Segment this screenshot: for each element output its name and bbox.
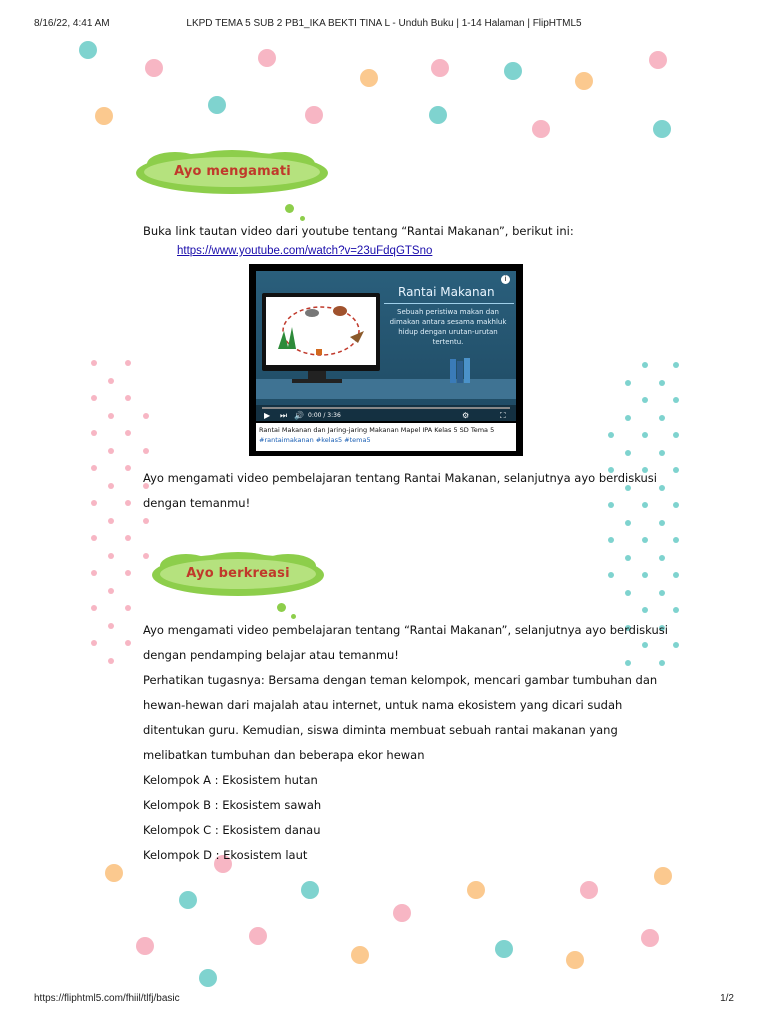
polka-dot xyxy=(105,864,123,882)
polka-dot xyxy=(673,642,679,648)
section-heading: Ayo mengamati xyxy=(174,164,291,179)
polka-dot xyxy=(625,450,631,456)
polka-dot xyxy=(673,467,679,473)
polka-dot xyxy=(136,937,154,955)
polka-dot xyxy=(659,415,665,421)
books-icon xyxy=(448,357,474,383)
polka-dot xyxy=(145,59,163,77)
polka-dot xyxy=(467,881,485,899)
polka-dot xyxy=(143,413,149,419)
polka-dot xyxy=(608,537,614,543)
polka-dot xyxy=(431,59,449,77)
info-icon[interactable]: i xyxy=(501,275,510,284)
polka-dot xyxy=(351,946,369,964)
polka-dot xyxy=(608,572,614,578)
polka-dot xyxy=(673,502,679,508)
polka-dot xyxy=(305,106,323,124)
video-caption-title[interactable]: Rantai Makanan dan Jaring-jaring Makanan Mapel IPA Kelas 5 SD Tema 5 xyxy=(259,426,495,434)
paragraph-line: dengan temanmu! xyxy=(143,496,251,510)
paragraph-line: hewan-hewan dari majalah atau internet, untuk nama ekosistem yang dicari sudah xyxy=(143,698,623,712)
polka-dot xyxy=(504,62,522,80)
polka-dot xyxy=(625,485,631,491)
polka-dot xyxy=(143,518,149,524)
polka-dot xyxy=(91,465,97,471)
polka-dot xyxy=(108,518,114,524)
polka-dot xyxy=(91,500,97,506)
polka-dot xyxy=(673,607,679,613)
paragraph-line: Ayo mengamati video pembelajaran tentang “Rantai Makanan”, selanjutnya ayo berdiskusi xyxy=(143,623,668,637)
video-screen[interactable] xyxy=(256,271,516,421)
polka-dot xyxy=(108,588,114,594)
polka-dot xyxy=(429,106,447,124)
polka-dot xyxy=(143,448,149,454)
heading-cloud-ayo-mengamati xyxy=(135,150,330,200)
intro-text: Buka link tautan video dari youtube tentang “Rantai Makanan”, berikut ini: xyxy=(143,224,574,238)
polka-dot xyxy=(608,502,614,508)
paragraph-line: dengan pendamping belajar atau temanmu! xyxy=(143,648,399,662)
polka-dot xyxy=(125,500,131,506)
polka-dot xyxy=(642,607,648,613)
section-heading: Ayo berkreasi xyxy=(186,566,290,581)
paragraph-line: Ayo mengamati video pembelajaran tentang Rantai Makanan, selanjutnya ayo berdiskusi xyxy=(143,471,657,485)
polka-dot xyxy=(642,362,648,368)
polka-dot xyxy=(642,432,648,438)
play-icon[interactable]: ▶ xyxy=(264,411,271,420)
video-time: 0:00 / 3:36 xyxy=(308,412,341,419)
polka-dot xyxy=(625,415,631,421)
print-url[interactable]: https://fliphtml5.com/fhiil/tlfj/basic xyxy=(34,993,180,1004)
polka-dot xyxy=(649,51,667,69)
polka-dot xyxy=(642,502,648,508)
print-datetime: 8/16/22, 4:41 AM xyxy=(34,18,110,29)
polka-dot xyxy=(608,432,614,438)
paragraph-line: ditentukan guru. Kemudian, siswa diminta membuat sebuah rantai makanan yang xyxy=(143,723,618,737)
polka-dot xyxy=(301,881,319,899)
polka-dot xyxy=(659,520,665,526)
polka-dot xyxy=(625,520,631,526)
polka-dot xyxy=(208,96,226,114)
paragraph-line: Perhatikan tugasnya: Bersama dengan teman kelompok, mencari gambar tumbuhan dan xyxy=(143,673,658,687)
polka-dot xyxy=(108,553,114,559)
video-screen-title: Rantai Makanan xyxy=(398,285,495,299)
polka-dot xyxy=(258,49,276,67)
polka-dot xyxy=(79,41,97,59)
polka-dot xyxy=(249,927,267,945)
group-item: Kelompok C : Ekosistem danau xyxy=(143,823,321,837)
polka-dot xyxy=(625,380,631,386)
polka-dot xyxy=(91,360,97,366)
polka-dot xyxy=(108,413,114,419)
polka-dot xyxy=(659,450,665,456)
group-item: Kelompok A : Ekosistem hutan xyxy=(143,773,318,787)
polka-dot xyxy=(659,380,665,386)
polka-dot xyxy=(91,640,97,646)
polka-dot xyxy=(125,535,131,541)
cloud-bubble xyxy=(285,204,294,213)
video-caption xyxy=(256,423,516,451)
polka-dot xyxy=(91,430,97,436)
polka-dot xyxy=(125,640,131,646)
polka-dot xyxy=(393,904,411,922)
polka-dot xyxy=(91,395,97,401)
polka-dot xyxy=(659,485,665,491)
paragraph-line: melibatkan tumbuhan dan beberapa ekor hewan xyxy=(143,748,425,762)
polka-dot xyxy=(673,537,679,543)
food-chain-diagram-icon xyxy=(266,297,376,365)
polka-dot xyxy=(654,867,672,885)
polka-dot xyxy=(642,572,648,578)
polka-dot xyxy=(495,940,513,958)
polka-dot xyxy=(673,432,679,438)
video-caption-tags[interactable]: #rantaimakanan #kelas5 #tema5 xyxy=(259,436,371,444)
polka-dot xyxy=(641,929,659,947)
polka-dot xyxy=(125,570,131,576)
polka-dot xyxy=(125,465,131,471)
polka-dot xyxy=(125,360,131,366)
print-page-number: 1/2 xyxy=(720,993,734,1004)
next-icon[interactable]: ⏭ xyxy=(280,411,288,420)
progress-bar[interactable] xyxy=(262,407,510,409)
monitor-illustration xyxy=(262,293,380,371)
cloud-bubble xyxy=(300,216,305,221)
video-player[interactable] xyxy=(249,264,523,456)
polka-dot xyxy=(91,570,97,576)
print-page-title: LKPD TEMA 5 SUB 2 PB1_IKA BEKTI TINA L - Unduh Buku | 1-14 Halaman | FlipHTML5 xyxy=(186,18,582,29)
video-screen-desc: Sebuah peristiwa makan dan dimakan antara sesama makhluk hidup dengan urutan-urutan tertentu. xyxy=(389,308,507,346)
polka-dot xyxy=(625,590,631,596)
polka-dot xyxy=(642,397,648,403)
polka-dot xyxy=(673,397,679,403)
polka-dot xyxy=(108,448,114,454)
polka-dot xyxy=(580,881,598,899)
polka-dot xyxy=(642,537,648,543)
settings-gear-icon[interactable]: ⚙ xyxy=(462,411,470,420)
polka-dot xyxy=(125,430,131,436)
polka-dot xyxy=(108,623,114,629)
polka-dot xyxy=(95,107,113,125)
fullscreen-icon[interactable]: ⛶ xyxy=(500,411,506,420)
group-item: Kelompok D : Ekosistem laut xyxy=(143,848,308,862)
group-item: Kelompok B : Ekosistem sawah xyxy=(143,798,322,812)
polka-dot xyxy=(108,483,114,489)
polka-dot xyxy=(566,951,584,969)
polka-dot xyxy=(659,660,665,666)
polka-dot xyxy=(125,605,131,611)
volume-icon[interactable]: 🔊 xyxy=(294,411,304,420)
heading-cloud-ayo-berkreasi xyxy=(148,552,343,602)
polka-dot xyxy=(625,555,631,561)
polka-dot xyxy=(108,378,114,384)
polka-dot xyxy=(91,535,97,541)
polka-dot xyxy=(642,642,648,648)
polka-dot xyxy=(179,891,197,909)
polka-dot xyxy=(125,395,131,401)
polka-dot xyxy=(673,572,679,578)
youtube-link[interactable]: https://www.youtube.com/watch?v=23uFdqGTSno xyxy=(177,245,433,257)
polka-dot xyxy=(625,660,631,666)
polka-dot xyxy=(360,69,378,87)
cloud-bubble xyxy=(277,603,286,612)
polka-dot xyxy=(91,605,97,611)
polka-dot xyxy=(659,590,665,596)
polka-dot xyxy=(532,120,550,138)
polka-dot xyxy=(108,658,114,664)
polka-dot xyxy=(659,555,665,561)
polka-dot xyxy=(653,120,671,138)
polka-dot xyxy=(199,969,217,987)
polka-dot xyxy=(575,72,593,90)
polka-dot xyxy=(673,362,679,368)
cloud-bubble xyxy=(291,614,296,619)
